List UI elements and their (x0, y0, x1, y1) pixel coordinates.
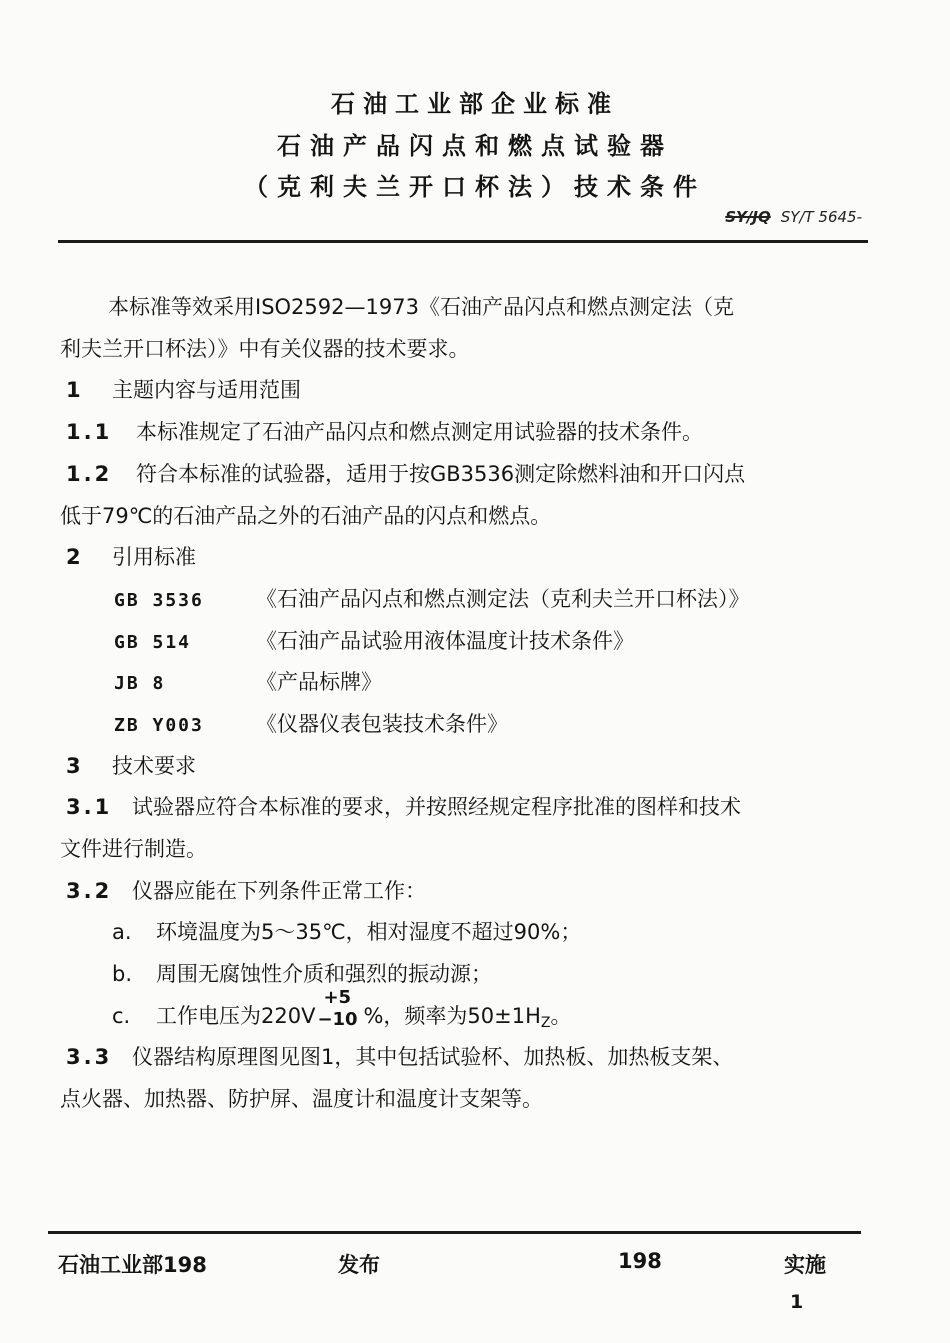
clause-3-1 (66, 791, 741, 821)
section-title: 引用标准 (112, 545, 196, 569)
intro-paragraph-line2: 利夫兰开口杯法）》中有关仪器的技术要求。 (60, 337, 470, 361)
item-letter: b. (112, 962, 133, 986)
clause-text: 仪器结构原理图见图1，其中包括试验杯、加热板、加热板支架、 (132, 1045, 734, 1069)
item-text-end: 。 (550, 1004, 572, 1028)
reference-title: 《石油产品闪点和燃点测定法（克利夫兰开口杯法）》 (256, 587, 750, 611)
reference-title: 《石油产品试验用液体温度计技术条件》 (256, 629, 634, 653)
condition-a (112, 916, 581, 946)
handwritten-standard-number: SY/T 5645- (780, 208, 862, 226)
reference-row (114, 708, 508, 738)
clause-text: 试验器应符合本标准的要求，并按照经规定程序批准的图样和技术 (132, 795, 741, 819)
condition-b (112, 958, 492, 988)
standard-number (725, 208, 862, 226)
clause-text: 本标准规定了石油产品闪点和燃点测定用试验器的技术条件。 (136, 420, 703, 444)
clause-number: 3.1 (66, 795, 113, 819)
reference-title: 《仪器仪表包装技术条件》 (256, 712, 508, 736)
clause-number: 1.2 (66, 462, 113, 486)
document-title-line1: 石油产品闪点和燃点试验器 (277, 132, 673, 160)
reference-code: GB 514 (114, 632, 192, 653)
clause-1-2 (66, 458, 745, 488)
section-3-heading (66, 750, 196, 780)
item-text: 环境温度为5～35℃，相对湿度不超过90%； (156, 920, 582, 944)
page-number: 1 (790, 1291, 804, 1313)
tolerance-upper: +5 (323, 987, 352, 1008)
section-number: 1 (66, 378, 81, 402)
reference-code: GB 3536 (114, 590, 204, 611)
implementation-date: 198 (618, 1249, 662, 1273)
clause-number: 3.2 (66, 879, 113, 903)
section-title: 技术要求 (112, 754, 196, 778)
clause-text: 仪器应能在下列条件正常工作： (132, 879, 426, 903)
tolerance-lower: −10 (317, 1009, 358, 1030)
intro-paragraph-line1: 本标准等效采用ISO2592—1973《石油产品闪点和燃点测定法（克 (108, 295, 734, 319)
reference-code: ZB Y003 (114, 715, 204, 736)
clause-3-1-continued: 文件进行制造。 (60, 837, 207, 861)
issue-label: 发布 (338, 1253, 380, 1277)
implementation-label: 实施 (784, 1253, 826, 1277)
clause-number: 1.1 (66, 420, 113, 444)
item-text-frequency: %，频率为50±1H (363, 1004, 541, 1028)
condition-c (112, 987, 572, 1031)
clause-1-1 (66, 416, 703, 446)
document-title-line2: （克利夫兰开口杯法）技术条件 (244, 173, 706, 201)
reference-row (114, 583, 750, 613)
section-2-heading (66, 541, 196, 571)
struck-standard-number: SY/JQ (725, 208, 771, 226)
clause-3-2 (66, 875, 426, 905)
section-1-heading (66, 374, 301, 404)
section-number: 2 (66, 545, 81, 569)
item-letter: a. (112, 920, 132, 944)
standard-category: 石油工业部企业标准 (331, 90, 619, 118)
header-divider (58, 240, 868, 243)
section-title: 主题内容与适用范围 (112, 378, 301, 402)
reference-code: JB 8 (114, 673, 166, 694)
reference-row (114, 666, 382, 696)
issuer-date: 石油工业部198 (58, 1253, 207, 1277)
clause-number: 3.3 (66, 1045, 113, 1069)
reference-title: 《产品标牌》 (256, 670, 382, 694)
item-text-voltage: 工作电压为220V (156, 1004, 316, 1028)
section-number: 3 (66, 754, 81, 778)
clause-3-3 (66, 1041, 733, 1071)
clause-1-2-continued: 低于79℃的石油产品之外的石油产品的闪点和燃点。 (60, 504, 552, 528)
voltage-tolerance (317, 987, 361, 1030)
item-letter: c. (112, 1004, 131, 1028)
reference-row (114, 625, 634, 655)
unit-subscript: Z (540, 1015, 551, 1031)
clause-text: 符合本标准的试验器，适用于按GB3536测定除燃料油和开口闪点 (136, 462, 746, 486)
item-text: 周围无腐蚀性介质和强烈的振动源； (156, 962, 492, 986)
clause-3-3-continued: 点火器、加热器、防护屏、温度计和温度计支架等。 (60, 1087, 543, 1111)
footer-divider (48, 1231, 861, 1234)
